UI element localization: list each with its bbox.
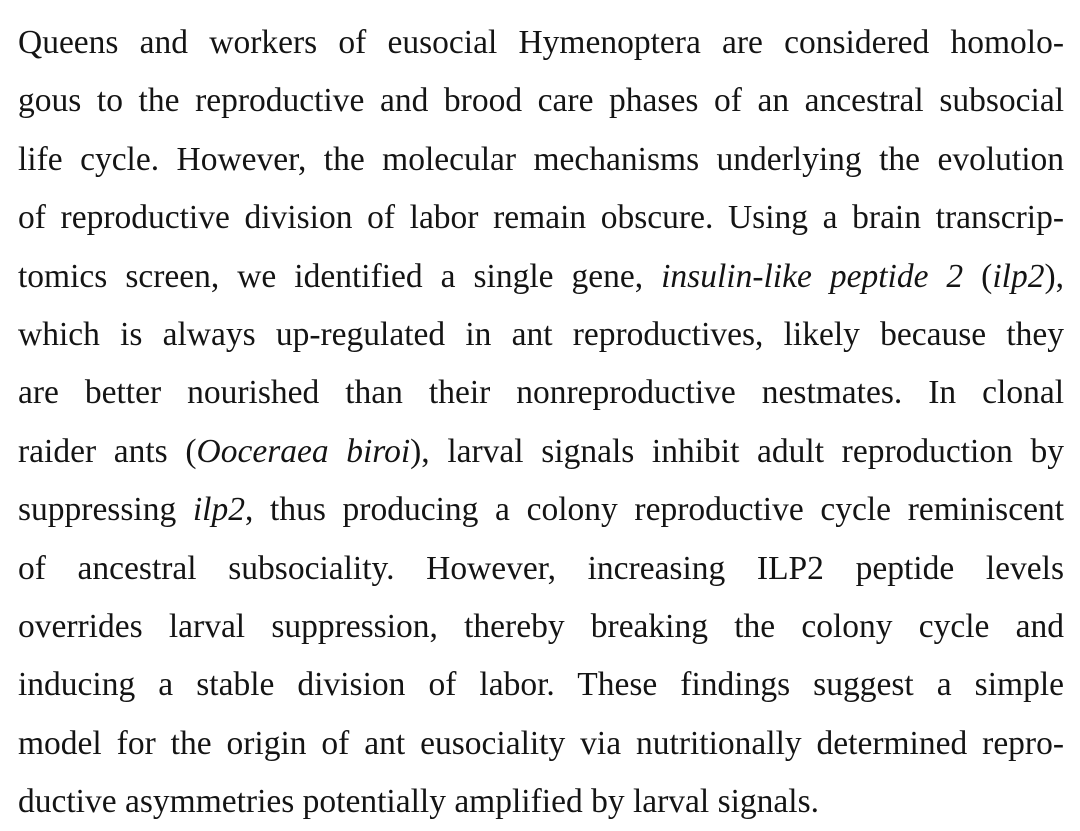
abstract-line: model for the origin of ant eusociality via nutritionally determined repro-	[18, 724, 1064, 762]
abstract-line: which is always up-regulated in ant reproductives, likely because they	[18, 315, 1064, 353]
gene-symbol-italic: ilp2	[992, 257, 1045, 295]
abstract-line: overrides larval suppression, thereby breaking the colony cycle and	[18, 607, 1064, 645]
species-name-italic: Ooceraea biroi	[196, 432, 411, 470]
abstract-line: inducing a stable division of labor. These findings suggest a simple	[18, 666, 1064, 704]
abstract-line: of reproductive division of labor remain obscure. Using a brain transcrip-	[18, 199, 1064, 237]
abstract-text	[18, 14, 1064, 831]
abstract-line: gous to the reproductive and brood care phases of an ancestral subsocial	[18, 82, 1064, 120]
abstract-line: raider ants (Ooceraea biroi), larval signals inhibit adult reproduction by	[18, 432, 1064, 470]
abstract-line: Queens and workers of eusocial Hymenoptera are considered homolo-	[18, 24, 1064, 61]
gene-name-italic: insulin-like peptide 2	[661, 257, 964, 295]
gene-symbol-italic: ilp2	[192, 491, 245, 529]
abstract-line: ductive asymmetries potentially amplified by larval signals.	[18, 783, 820, 821]
abstract-line: tomics screen, we identified a single gene, insulin-like peptide 2 (ilp2),	[18, 257, 1064, 295]
abstract-line: life cycle. However, the molecular mechanisms underlying the evolution	[18, 140, 1064, 178]
abstract-line: suppressing ilp2, thus producing a colony reproductive cycle reminiscent	[18, 491, 1064, 529]
abstract-line: of ancestral subsociality. However, increasing ILP2 peptide levels	[18, 549, 1064, 587]
abstract-line: are better nourished than their nonreproductive nestmates. In clonal	[18, 374, 1064, 412]
